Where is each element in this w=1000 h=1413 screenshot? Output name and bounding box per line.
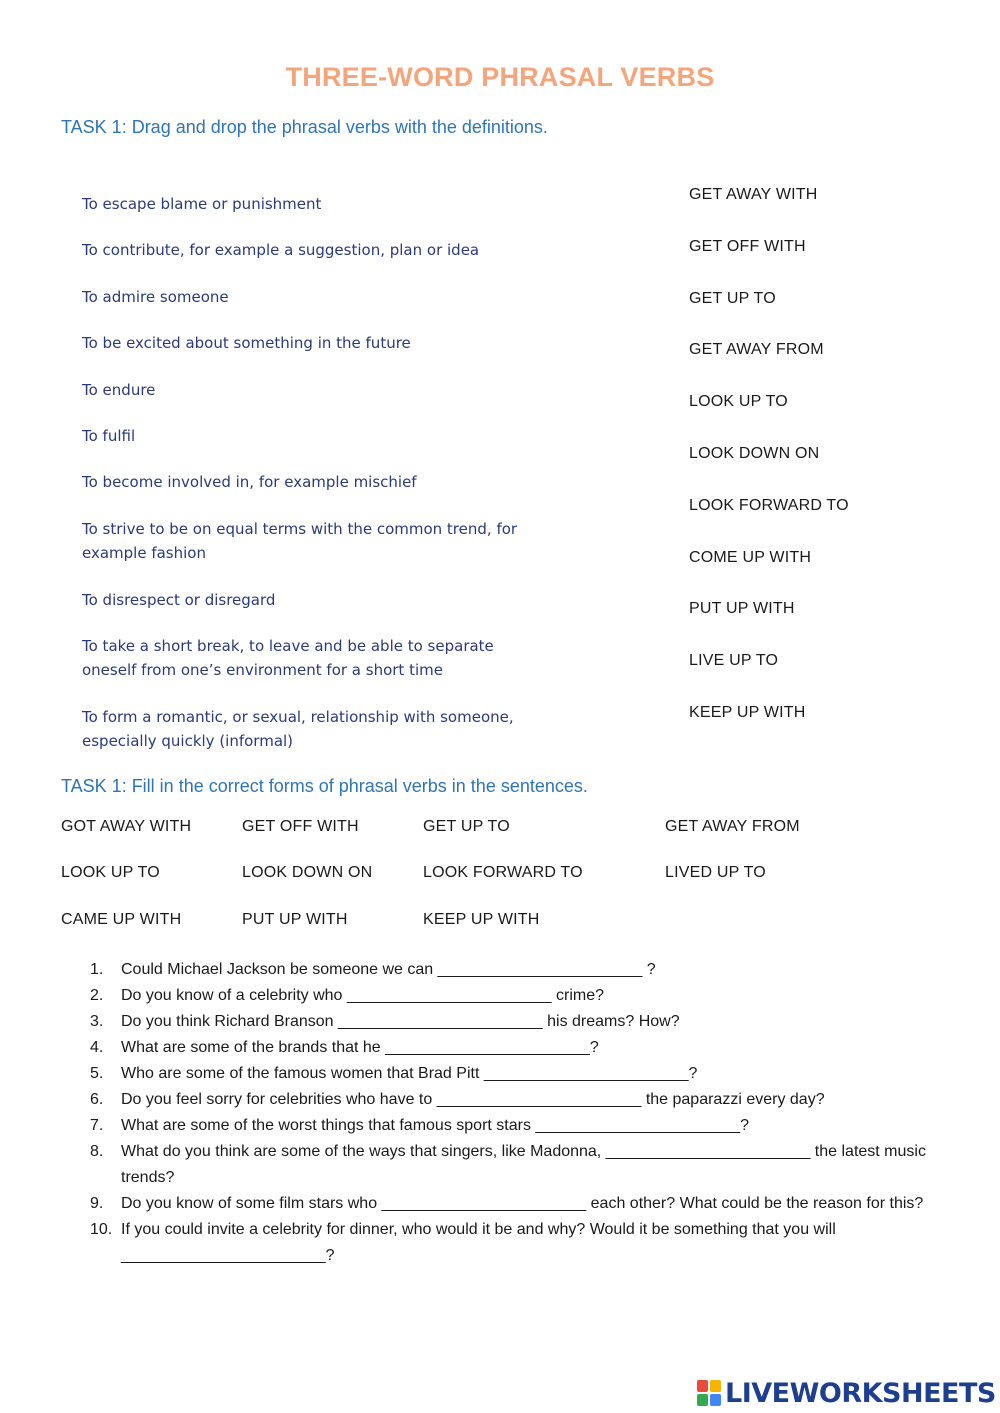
question-item[interactable]: [90, 1061, 935, 1087]
page-title: THREE-WORD PHRASAL VERBS: [285, 62, 715, 92]
question-number: 3.: [90, 1013, 104, 1030]
question-text: If you could invite a celebrity for dinner, who would it be and why? Would it be something that you will _______________________?: [121, 1221, 836, 1264]
word-bank-item: LOOK FORWARD TO: [423, 864, 583, 881]
draggable-verb[interactable]: GET AWAY FROM: [689, 341, 824, 358]
word-bank-item: LOOK UP TO: [61, 864, 160, 881]
logo-text: LIVEWORKSHEETS: [725, 1377, 996, 1409]
logo-tile: [710, 1380, 721, 1392]
definition-item: To escape blame or punishment: [82, 195, 322, 213]
question-item[interactable]: [90, 1217, 935, 1269]
draggable-verb[interactable]: LOOK UP TO: [689, 393, 788, 410]
definition-item: To fulfil: [82, 427, 136, 445]
task2-heading: TASK 1: Fill in the correct forms of phrasal verbs in the sentences.: [61, 776, 588, 796]
question-number: 2.: [90, 987, 104, 1004]
question-item[interactable]: [90, 1191, 935, 1217]
question-text: What are some of the brands that he _______________________?: [121, 1039, 599, 1056]
question-text: What do you think are some of the ways that singers, like Madonna, _______________________ the latest music trends?: [121, 1143, 926, 1186]
logo-tile: [697, 1380, 708, 1392]
question-number: 10.: [90, 1221, 113, 1238]
logo-tile: [710, 1394, 721, 1406]
word-bank-item: GET UP TO: [423, 818, 510, 835]
definition-item: To form a romantic, or sexual, relationship with someone, especially quickly (informal): [82, 708, 514, 750]
draggable-verb[interactable]: GET AWAY WITH: [689, 186, 818, 203]
question-number: 5.: [90, 1065, 104, 1082]
question-number: 8.: [90, 1143, 104, 1160]
word-bank-item: GET OFF WITH: [242, 818, 359, 835]
question-number: 4.: [90, 1039, 104, 1056]
question-item[interactable]: [90, 1009, 935, 1035]
liveworksheets-logo: [697, 1376, 996, 1410]
question-item[interactable]: [90, 1139, 935, 1191]
word-bank-item: KEEP UP WITH: [423, 911, 540, 928]
draggable-verb[interactable]: KEEP UP WITH: [689, 704, 806, 721]
question-text: Could Michael Jackson be someone we can _______________________ ?: [121, 961, 656, 978]
draggable-verb[interactable]: COME UP WITH: [689, 549, 812, 566]
word-bank-item: CAME UP WITH: [61, 911, 182, 928]
question-text: What are some of the worst things that famous sport stars _______________________?: [121, 1117, 749, 1134]
question-item[interactable]: [90, 1035, 935, 1061]
question-item[interactable]: [90, 1113, 935, 1139]
question-item[interactable]: [90, 957, 935, 983]
definition-item: To strive to be on equal terms with the common trend, for example fashion: [82, 520, 518, 562]
word-bank-item: LOOK DOWN ON: [242, 864, 373, 881]
draggable-verb[interactable]: LOOK FORWARD TO: [689, 497, 849, 514]
draggable-verb[interactable]: LIVE UP TO: [689, 652, 779, 669]
definition-item: To endure: [82, 381, 156, 399]
definition-item: To take a short break, to leave and be able to separate oneself from one’s environment for a short time: [82, 637, 494, 679]
definition-item: To be excited about something in the future: [82, 334, 411, 352]
word-bank-item: PUT UP WITH: [242, 911, 348, 928]
definition-item: To become involved in, for example mischief: [82, 473, 417, 491]
word-bank-item: GOT AWAY WITH: [61, 818, 192, 835]
question-text: Do you know of a celebrity who _______________________ crime?: [121, 987, 605, 1004]
word-bank-item: LIVED UP TO: [665, 864, 766, 881]
draggable-verb[interactable]: LOOK DOWN ON: [689, 445, 820, 462]
question-item[interactable]: [90, 983, 935, 1009]
question-text: Who are some of the famous women that Brad Pitt _______________________?: [121, 1065, 698, 1082]
question-text: Do you know of some film stars who _______________________ each other? What could be the reason for this?: [121, 1195, 924, 1212]
draggable-verb[interactable]: GET OFF WITH: [689, 238, 806, 255]
question-list: [90, 957, 935, 1269]
logo-mark-icon: [697, 1380, 721, 1406]
draggable-verb[interactable]: GET UP TO: [689, 290, 776, 307]
definition-item: To disrespect or disregard: [82, 591, 276, 609]
question-number: 7.: [90, 1117, 104, 1134]
question-number: 1.: [90, 961, 104, 978]
question-text: Do you think Richard Branson _______________________ his dreams? How?: [121, 1013, 680, 1030]
definition-item: To admire someone: [82, 288, 229, 306]
question-number: 9.: [90, 1195, 104, 1212]
word-bank-item: GET AWAY FROM: [665, 818, 800, 835]
definition-item: To contribute, for example a suggestion, plan or idea: [82, 241, 480, 259]
question-number: 6.: [90, 1091, 104, 1108]
question-text: Do you feel sorry for celebrities who have to _______________________ the paparazzi every day?: [121, 1091, 825, 1108]
task1-heading: TASK 1: Drag and drop the phrasal verbs with the definitions.: [61, 117, 548, 137]
draggable-verb[interactable]: PUT UP WITH: [689, 600, 795, 617]
question-item[interactable]: [90, 1087, 935, 1113]
logo-tile: [697, 1394, 708, 1406]
